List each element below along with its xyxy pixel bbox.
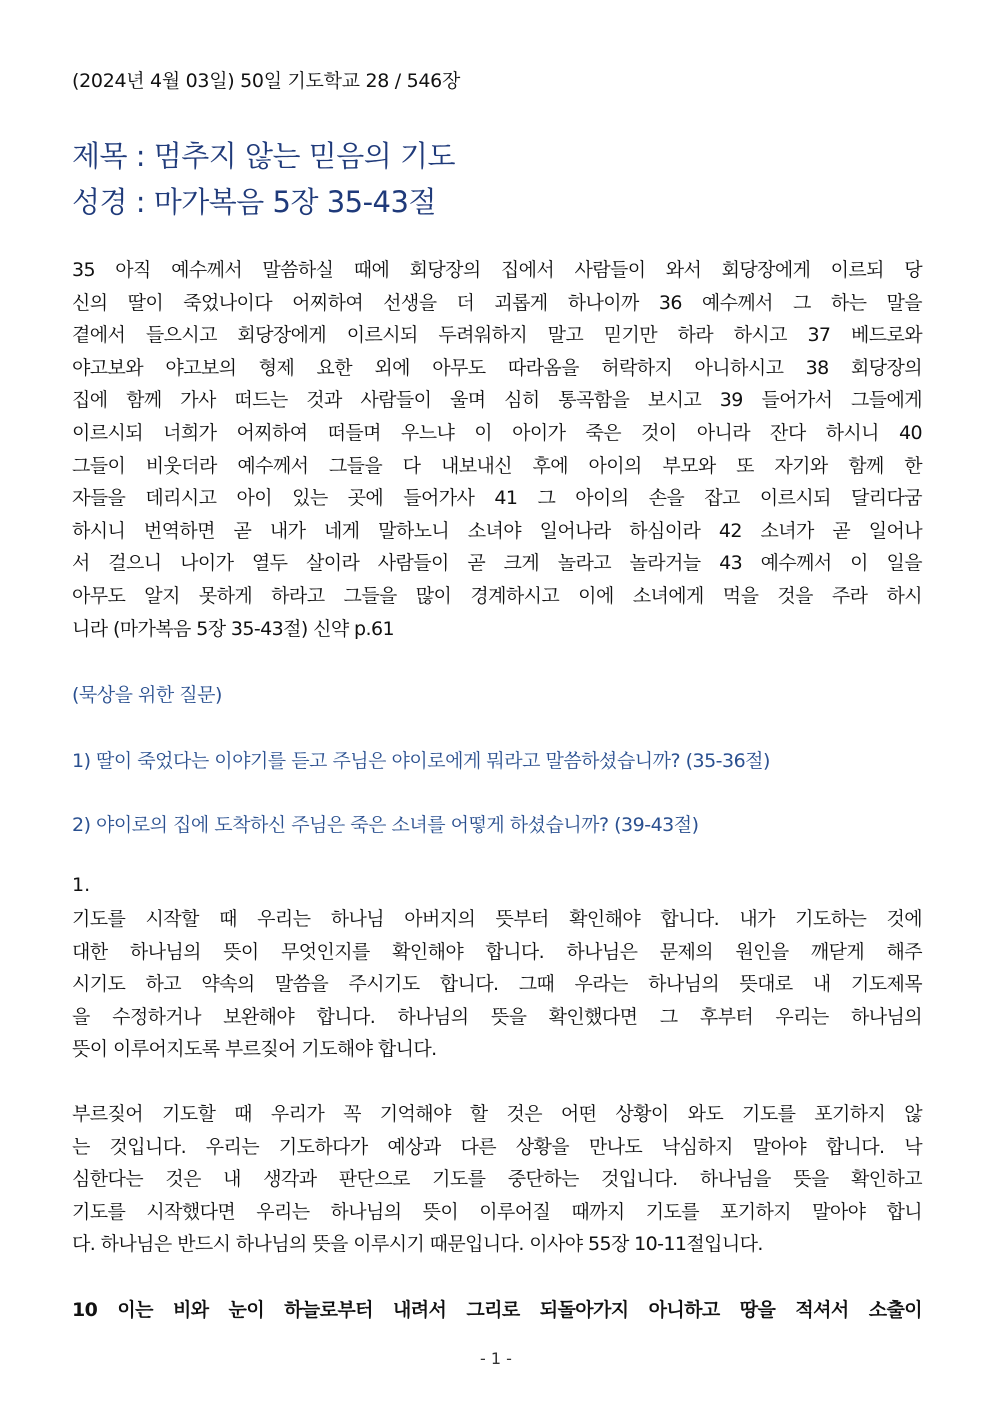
section-number: 1.	[72, 874, 91, 896]
passage-line: 니라 (마가복음 5장 35-43절) 신약 p.61	[72, 617, 394, 640]
passage-line: 야고보와 야고보의 형제 요한 외에 아무도 따라옴을 허락하지 아니하시고 38 회당장의	[72, 356, 922, 379]
passage-line: 자들을 데리시고 아이 있는 곳에 들어가사 41 그 아이의 손을 잡고 이르시되 달리다굼	[72, 487, 922, 510]
body-line: 심한다는 것은 내 생각과 판단으로 기도를 중단하는 것입니다. 하나님을 뜻을 확인하고	[72, 1168, 922, 1191]
body-line: 는 것입니다. 우리는 기도하다가 예상과 다른 상황을 만나도 낙심하지 말아야 합니다. 낙	[72, 1135, 922, 1158]
body-line: 을 수정하거나 보완해야 합니다. 하나님의 뜻을 확인했다면 그 후부터 우리는 하나님의	[72, 1005, 922, 1028]
isaiah-verse	[72, 1294, 922, 1327]
question-2: 2) 야이로의 집에 도착하신 주님은 죽은 소녀를 어떻게 하셨습니까? (39-43절)	[72, 814, 699, 836]
sermon-title: 제목 : 멈추지 않는 믿음의 기도	[72, 139, 456, 173]
passage-line: 곁에서 들으시고 회당장에게 이르시되 두려워하지 말고 믿기만 하라 하시고 37 베드로와	[72, 324, 922, 347]
passage-line: 35 아직 예수께서 말씀하실 때에 회당장의 집에서 사람들이 와서 회당장에게 이르되 당	[72, 259, 922, 281]
date-header: (2024년 4월 03일) 50일 기도학교 28 / 546장	[72, 70, 461, 92]
body-line: 다. 하나님은 반드시 하나님의 뜻을 이루시기 때문입니다. 이사야 55장 10-11절입니다.	[72, 1233, 763, 1256]
isaiah-line: 10 이는 비와 눈이 하늘로부터 내려서 그리로 되돌아가지 아니하고 땅을 적셔서 소출이	[72, 1299, 922, 1321]
page-number: - 1 -	[480, 1349, 512, 1368]
body-line: 부르짖어 기도할 때 우리가 꼭 기억해야 할 것은 어떤 상황이 와도 기도를 포기하지 않	[72, 1103, 922, 1125]
body-line: 대한 하나님의 뜻이 무엇인지를 확인해야 합니다. 하나님은 문제의 원인을 깨닫게 해주	[72, 940, 922, 963]
body-paragraph-2	[72, 1098, 922, 1261]
scripture-passage	[72, 254, 922, 645]
passage-line: 집에 함께 가사 떠드는 것과 사람들이 울며 심히 통곡함을 보시고 39 들어가서 그들에게	[72, 389, 922, 412]
passage-line: 서 걸으니 나이가 열두 살이라 사람들이 곧 크게 놀라고 놀라거늘 43 예수께서 이 일을	[72, 552, 922, 575]
body-line: 기도를 시작할 때 우리는 하나님 아버지의 뜻부터 확인해야 합니다. 내가 기도하는 것에	[72, 908, 922, 930]
passage-line: 그들이 비웃더라 예수께서 그들을 다 내보내신 후에 아이의 부모와 또 자기와 함께 한	[72, 454, 922, 477]
body-line: 시기도 하고 약속의 말씀을 주시기도 합니다. 그때 우라는 하나님의 뜻대로 내 기도제목	[72, 973, 922, 996]
passage-line: 하시니 번역하면 곧 내가 네게 말하노니 소녀야 일어나라 하심이라 42 소녀가 곧 일어나	[72, 519, 922, 542]
passage-line: 이르시되 너희가 어찌하여 떠들며 우느냐 이 아이가 죽은 것이 아니라 잔다 하시니 40	[72, 421, 922, 444]
meditation-heading: (묵상을 위한 질문)	[72, 684, 222, 706]
body-line: 기도를 시작했다면 우리는 하나님의 뜻이 이루어질 때까지 기도를 포기하지 말아야 합니	[72, 1200, 922, 1223]
body-line: 뜻이 이루어지도록 부르짖어 기도해야 합니다.	[72, 1038, 437, 1061]
passage-line: 아무도 알지 못하게 하라고 그들을 많이 경계하시고 이에 소녀에게 먹을 것을 주라 하시	[72, 584, 922, 607]
passage-line: 신의 딸이 죽었나이다 어찌하여 선생을 더 괴롭게 하나이까 36 예수께서 그 하는 말을	[72, 291, 922, 314]
body-paragraph-1	[72, 903, 922, 1066]
question-1: 1) 딸이 죽었다는 이야기를 듣고 주님은 야이로에게 뭐라고 말씀하셨습니까? (35-36절)	[72, 750, 770, 772]
scripture-reference: 성경 : 마가복음 5장 35-43절	[72, 185, 436, 219]
